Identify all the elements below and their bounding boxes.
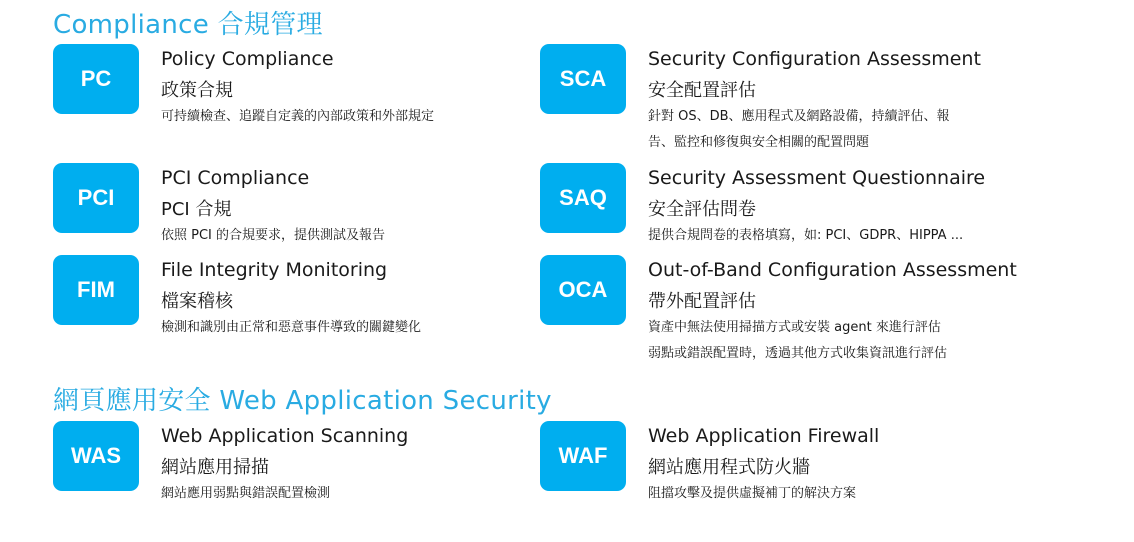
service-item-oca[interactable] [540, 255, 1017, 361]
service-item-saq[interactable] [540, 163, 1010, 243]
service-description: 可持續檢查、追蹤自定義的內部政策和外部規定 [161, 109, 435, 124]
service-item-fim[interactable] [53, 255, 523, 335]
service-name[interactable]: Policy Compliance [161, 48, 334, 70]
service-name[interactable]: File Integrity Monitoring [161, 259, 388, 281]
service-description: 依照 PCI 的合規要求，提供測試及報告 [161, 228, 386, 243]
service-description: 檢測和識別由正常和惡意事件導致的關鍵變化 [161, 320, 422, 335]
service-name-zh: 檔案稽核 [161, 291, 233, 312]
service-name-zh: 網站應用程式防火牆 [648, 457, 810, 478]
service-item-sca[interactable] [540, 44, 1010, 150]
service-description: 資產中無法使用掃描方式或安裝 agent 來進行評估 弱點或錯誤配置時，透過其他方式收集資訊進行評估 [648, 320, 948, 361]
service-name[interactable]: PCI Compliance [161, 167, 310, 189]
service-badge[interactable]: SCA [540, 44, 626, 114]
service-name-zh: 網站應用掃描 [161, 457, 269, 478]
service-badge[interactable]: OCA [540, 255, 626, 325]
service-item-pc[interactable] [53, 44, 523, 124]
service-description: 針對 OS、DB、應用程式及網路設備，持續評估、報 告、監控和修復與安全相關的配置問題 [648, 109, 950, 150]
service-description: 提供合規問卷的表格填寫，如: PCI、GDPR、HIPPA ... [648, 228, 964, 243]
service-name[interactable]: Web Application Firewall [648, 425, 880, 447]
section-title-compliance: Compliance 合規管理 [53, 10, 323, 40]
service-item-pci[interactable] [53, 163, 523, 243]
service-name[interactable]: Out-of-Band Configuration Assessment [648, 259, 1017, 281]
section-title-web-app-security: 網頁應用安全 Web Application Security [53, 386, 552, 416]
service-item-waf[interactable] [540, 421, 1010, 501]
service-name[interactable]: Security Assessment Questionnaire [648, 167, 986, 189]
service-description: 阻擋攻擊及提供虛擬補丁的解決方案 [648, 486, 857, 501]
service-badge[interactable]: SAQ [540, 163, 626, 233]
service-name-zh: 帶外配置評估 [648, 291, 756, 312]
service-item-was[interactable] [53, 421, 523, 501]
service-badge[interactable]: PC [53, 44, 139, 114]
service-name[interactable]: Security Configuration Assessment [648, 48, 981, 70]
service-name-zh: 安全評估問卷 [648, 199, 756, 220]
service-name-zh: PCI 合規 [161, 199, 232, 220]
service-name[interactable]: Web Application Scanning [161, 425, 409, 447]
service-badge[interactable]: FIM [53, 255, 139, 325]
service-badge[interactable]: WAF [540, 421, 626, 491]
service-badge[interactable]: WAS [53, 421, 139, 491]
service-description: 網站應用弱點與錯誤配置檢測 [161, 486, 331, 501]
service-name-zh: 政策合規 [161, 80, 233, 101]
service-name-zh: 安全配置評估 [648, 80, 756, 101]
service-badge[interactable]: PCI [53, 163, 139, 233]
